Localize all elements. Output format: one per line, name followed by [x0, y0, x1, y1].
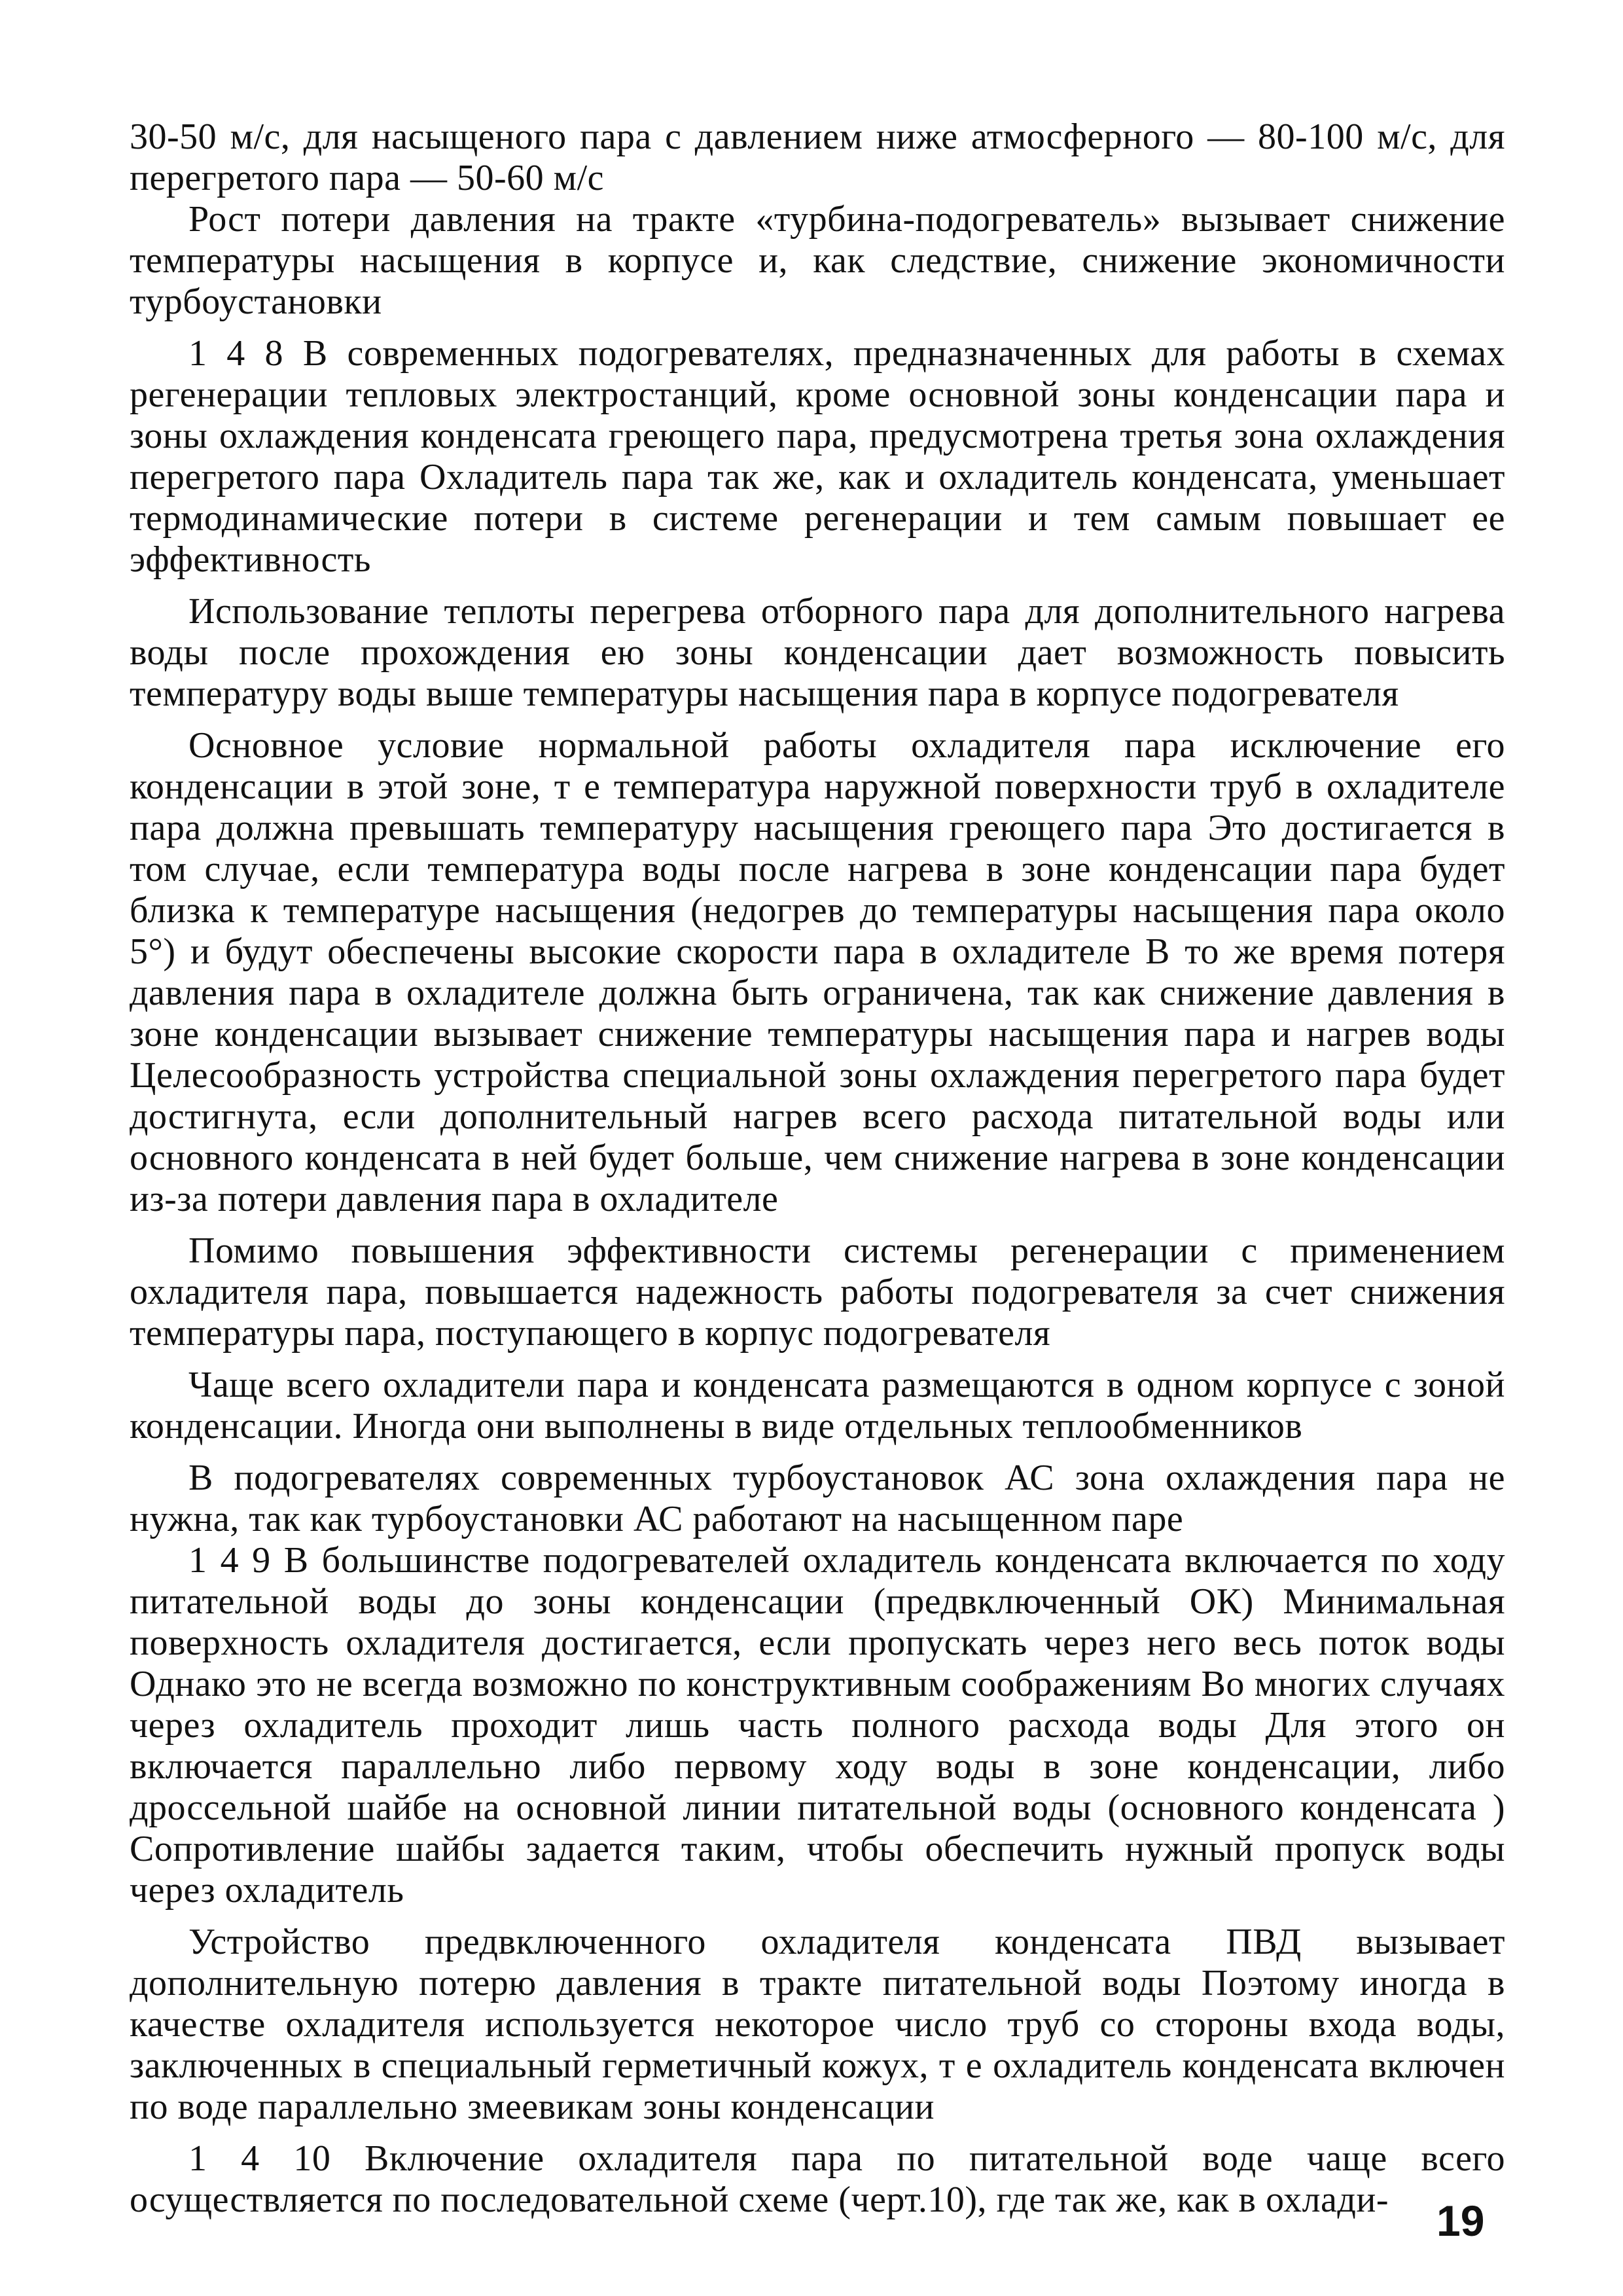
paragraph-nuclear-plants: В подогревателях современных турбоустановок АС зона охлаждения пара не нужна, так как турбоустановки АС работают на насыщенном паре	[130, 1458, 1505, 1539]
paragraph-housing: Чаще всего охладители пара и конденсата размещаются в одном корпусе с зоной конденсации. Иногда они выполнены в виде отдельных теплообменников	[130, 1365, 1505, 1446]
paragraph-precooler: Устройство предвключенного охладителя конденсата ПВД вызывает дополнительную потерю давления в тракте питательной воды Поэтому иногда в качестве охладителя используется некоторое число труб со стороны входа воды, заключенных в специальный герметичный кожух, т е охладитель конденсата включен по воде параллельно змеевикам зоны конденсации	[130, 1922, 1505, 2127]
page-number: 19	[1436, 2197, 1485, 2245]
paragraph-continuation: 30-50 м/с, для насыщеного пара с давлением ниже атмосферного — 80-100 м/с, для перегретого пара — 50-60 м/с	[130, 117, 1505, 198]
paragraph-1-4-8: 1 4 8 В современных подогревателях, предназначенных для работы в схемах регенерации тепловых электростанций, кроме основной зоны конденсации пара и зоны охлаждения конденсата греющего пара, предусмотрена третья зона охлаждения перегретого пара Охладитель пара так же, как и охладитель конденсата, уменьшает термодинамические потери в системе регенерации и тем самым повышает ее эффективность	[130, 333, 1505, 580]
paragraph-pressure-loss: Рост потери давления на тракте «турбина-подогреватель» вызывает снижение температуры насыщения в корпусе и, как следствие, снижение экономичности турбоустановки	[130, 199, 1505, 322]
body-text	[130, 117, 1505, 2221]
paragraph-superheat-use: Использование теплоты перегрева отборного пара для дополнительного нагрева воды после прохождения ею зоны конденсации дает возможность повысить температуру воды выше температуры насыщения пара в корпусе подогревателя	[130, 591, 1505, 714]
paragraph-reliability: Помимо повышения эффективности системы регенерации с применением охладителя пара, повышается надежность работы подогревателя за счет снижения температуры пара, поступающего в корпус подогревателя	[130, 1230, 1505, 1354]
paragraph-1-4-9: 1 4 9 В большинстве подогревателей охладитель конденсата включается по ходу питательной воды до зоны конденсации (предвключенный ОК) Минимальная поверхность охладителя достигается, если пропускать через него весь поток воды Однако это не всегда возможно по конструктивным соображениям Во многих случаях через охладитель проходит лишь часть полного расхода воды Для этого он включается параллельно либо первому ходу воды в зоне конденсации, либо дроссельной шайбе на основной линии питательной воды (основного конденсата ) Сопротивление шайбы задается таким, чтобы обеспечить нужный пропуск воды через охладитель	[130, 1540, 1505, 1910]
paragraph-1-4-10: 1 4 10 Включение охладителя пара по питательной воде чаще всего осуществляется по последовательной схеме (черт.10), где так же, как в охлади-	[130, 2138, 1505, 2220]
paragraph-main-condition: Основное условие нормальной работы охладителя пара исключение его конденсации в этой зоне, т е температура наружной поверхности труб в охладителе пара должна превышать температуру насыщения греющего пара Это достигается в том случае, если температура воды после нагрева в зоне конденсации пара будет близка к температуре насыщения (недогрев до температуры насыщения пара около 5°) и будут обеспечены высокие скорости пара в охладителе В то же время потеря давления пара в охладителе должна быть ограничена, так как снижение давления в зоне конденсации вызывает снижение температуры насыщения пара и нагрев воды Целесообразность устройства специальной зоны охлаждения перегретого пара будет достигнута, если дополнительный нагрев всего расхода питательной воды или основного конденсата в ней будет больше, чем снижение нагрева в зоне конденсации из-за потери давления пара в охладителе	[130, 725, 1505, 1219]
